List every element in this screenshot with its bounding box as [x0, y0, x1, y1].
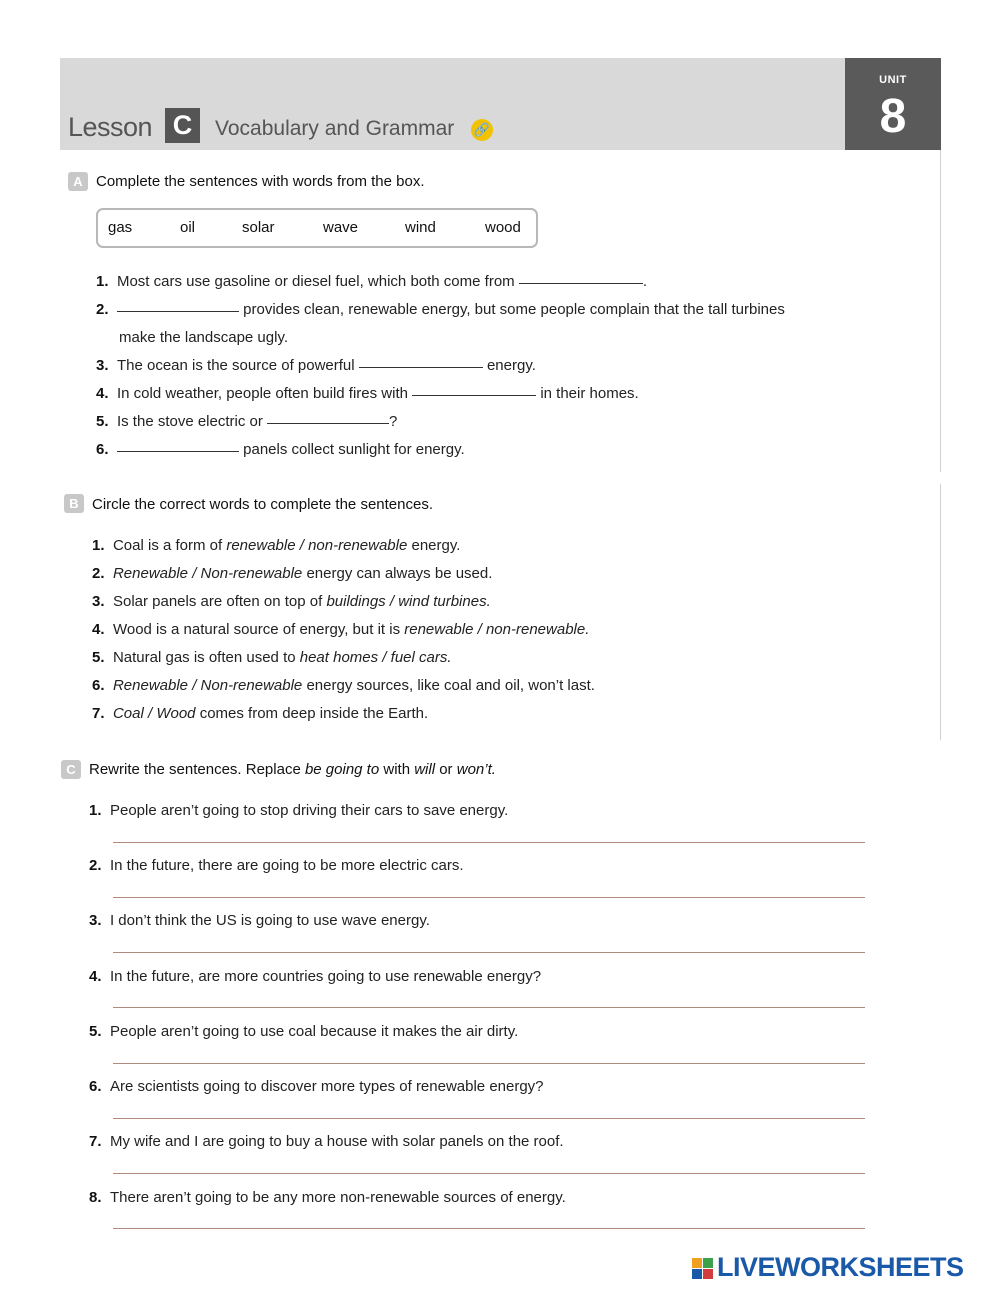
item-text-after: energy. [482, 357, 536, 374]
exercise-a-item [96, 385, 639, 403]
item-text: comes from deep inside the Earth. [195, 705, 429, 722]
choice-option[interactable]: heat homes [299, 649, 379, 666]
exercise-b-item [92, 677, 595, 695]
item-text: My wife and I are going to buy a house with solar panels on the roof. [109, 1133, 564, 1150]
item-text: Coal is a form of [112, 537, 227, 554]
item-text: People aren’t going to use coal because it makes the air dirty. [109, 1023, 519, 1040]
word-box-item: solar [242, 219, 275, 236]
item-number: 1. [92, 537, 105, 554]
instruction-text: with [379, 761, 415, 778]
item-text-after: ? [389, 413, 398, 430]
choice-option[interactable]: non-renewable. [485, 621, 590, 638]
exercise-c-item [89, 1078, 544, 1096]
unit-label: UNIT [879, 74, 907, 86]
exercise-a-item [96, 301, 785, 319]
exercise-a-item [96, 357, 536, 375]
choice-option[interactable]: Renewable [112, 565, 189, 582]
exercise-a-item [96, 441, 465, 459]
choice-separator: / [188, 565, 201, 582]
liveworksheets-logo[interactable]: LIVEWORKSHEETS [717, 1252, 964, 1282]
exercise-b-item [92, 537, 460, 555]
item-text-before: Is the stove electric or [116, 413, 268, 430]
unit-number: 8 [879, 90, 907, 143]
answer-line[interactable] [113, 1007, 865, 1008]
answer-blank[interactable] [412, 395, 536, 396]
choice-option[interactable]: buildings [326, 593, 386, 610]
lesson-title: Vocabulary and Grammar [215, 117, 455, 140]
instruction-text: Rewrite the sentences. Replace [89, 761, 305, 778]
item-number: 2. [96, 301, 109, 318]
exercise-c-item [89, 1189, 566, 1207]
choice-option[interactable]: renewable [226, 537, 296, 554]
margin-rule [940, 484, 941, 740]
item-number: 7. [89, 1133, 102, 1150]
answer-line[interactable] [113, 1228, 865, 1229]
instruction-emphasis: won’t. [456, 761, 496, 778]
item-text: Are scientists going to discover more types of renewable energy? [109, 1078, 544, 1095]
margin-rule [940, 150, 941, 472]
item-number: 6. [92, 677, 105, 694]
item-text: Natural gas is often used to [112, 649, 300, 666]
exercise-c-item [89, 1133, 564, 1151]
item-number: 1. [96, 273, 109, 290]
section-b-instruction: Circle the correct words to complete the sentences. [92, 496, 433, 513]
lesson-label: Lesson [68, 112, 153, 142]
item-number: 4. [89, 968, 102, 985]
answer-line[interactable] [113, 1118, 865, 1119]
word-box-item: gas [108, 219, 133, 236]
exercise-a-item [96, 413, 397, 431]
word-box-item: wind [405, 219, 436, 236]
answer-line[interactable] [113, 842, 865, 843]
word-box-item: wave [323, 219, 359, 236]
item-number: 3. [92, 593, 105, 610]
word-box-item: oil [180, 219, 196, 236]
item-number: 6. [89, 1078, 102, 1095]
instruction-emphasis: be going to [304, 761, 380, 778]
item-number: 6. [96, 441, 109, 458]
choice-option[interactable]: Non-renewable [200, 677, 303, 694]
exercise-b-item [92, 593, 491, 611]
instruction-emphasis: will [414, 761, 436, 778]
choice-option[interactable]: wind turbines. [398, 593, 491, 610]
item-text: In the future, there are going to be more electric cars. [109, 857, 464, 874]
item-number: 4. [96, 385, 109, 402]
choice-option[interactable]: non-renewable [308, 537, 408, 554]
answer-blank[interactable] [117, 311, 239, 312]
section-c-badge: C [61, 760, 81, 779]
answer-blank[interactable] [359, 367, 483, 368]
item-number: 5. [96, 413, 109, 430]
item-text-after: . [642, 273, 647, 290]
choice-separator: / [295, 537, 309, 554]
choice-option[interactable]: Coal [112, 705, 144, 722]
item-number: 5. [92, 649, 105, 666]
item-text-after: provides clean, renewable energy, but some people complain that the tall turbines [238, 301, 785, 318]
choice-separator: / [143, 705, 157, 722]
exercise-b-item [92, 565, 492, 583]
choice-option[interactable]: Renewable [112, 677, 189, 694]
item-text: I don’t think the US is going to use wave energy. [109, 912, 430, 929]
section-c-instruction [89, 761, 496, 778]
answer-blank[interactable] [117, 451, 239, 452]
choice-option[interactable]: Wood [156, 705, 196, 722]
section-a-instruction: Complete the sentences with words from the box. [96, 173, 425, 190]
item-text-after: panels collect sunlight for energy. [238, 441, 465, 458]
choice-separator: / [188, 677, 201, 694]
choice-separator: / [385, 593, 399, 610]
exercise-b-item [92, 621, 589, 639]
word-box [96, 208, 538, 248]
item-text: Solar panels are often on top of [112, 593, 327, 610]
answer-blank[interactable] [519, 283, 643, 284]
choice-separator: / [473, 621, 486, 638]
item-text: energy. [407, 537, 461, 554]
lesson-letter-badge: C [165, 108, 200, 143]
item-text: People aren’t going to stop driving their cars to save energy. [109, 802, 509, 819]
item-text: energy sources, like coal and oil, won’t last. [302, 677, 595, 694]
item-number: 1. [89, 802, 102, 819]
item-text-after: in their homes. [536, 385, 639, 402]
answer-line[interactable] [113, 897, 865, 898]
choice-option[interactable]: renewable [404, 621, 474, 638]
item-number: 3. [96, 357, 109, 374]
item-text-continued: make the landscape ugly. [119, 329, 288, 346]
item-text: energy can always be used. [302, 565, 493, 582]
item-number: 7. [92, 705, 105, 722]
item-number: 4. [92, 621, 105, 638]
unit-box [845, 58, 941, 150]
instruction-text: or [435, 761, 457, 778]
exercise-b-item [92, 705, 428, 723]
answer-blank[interactable] [267, 423, 389, 424]
answer-line[interactable] [113, 1173, 865, 1174]
choice-option[interactable]: Non-renewable [200, 565, 303, 582]
item-number: 8. [89, 1189, 102, 1206]
choice-separator: / [378, 649, 391, 666]
exercise-c-item [89, 912, 430, 930]
liveworksheets-logo-icon [692, 1258, 714, 1280]
exercise-c-item [89, 968, 541, 986]
item-text-before: In cold weather, people often build fires with [116, 385, 413, 402]
item-number: 2. [89, 857, 102, 874]
answer-line[interactable] [113, 1063, 865, 1064]
item-number: 5. [89, 1023, 102, 1040]
item-number: 3. [89, 912, 102, 929]
exercise-c-item [89, 1023, 518, 1041]
item-text: In the future, are more countries going to use renewable energy? [109, 968, 542, 985]
exercise-c-item [89, 857, 464, 875]
exercise-c-item [89, 802, 508, 820]
answer-line[interactable] [113, 952, 865, 953]
item-number: 2. [92, 565, 105, 582]
item-text-before: Most cars use gasoline or diesel fuel, which both come from [116, 273, 519, 290]
item-text-before: The ocean is the source of powerful [116, 357, 359, 374]
section-a-badge: A [68, 172, 88, 191]
choice-option[interactable]: fuel cars. [390, 649, 452, 666]
exercise-b-item [92, 649, 452, 667]
exercise-a-item [96, 273, 647, 291]
link-icon[interactable]: 🔗 [471, 119, 493, 141]
item-text: There aren’t going to be any more non-renewable sources of energy. [109, 1189, 566, 1206]
item-text: Wood is a natural source of energy, but it is [112, 621, 405, 638]
section-b-badge: B [64, 494, 84, 513]
word-box-item: wood [485, 219, 521, 236]
